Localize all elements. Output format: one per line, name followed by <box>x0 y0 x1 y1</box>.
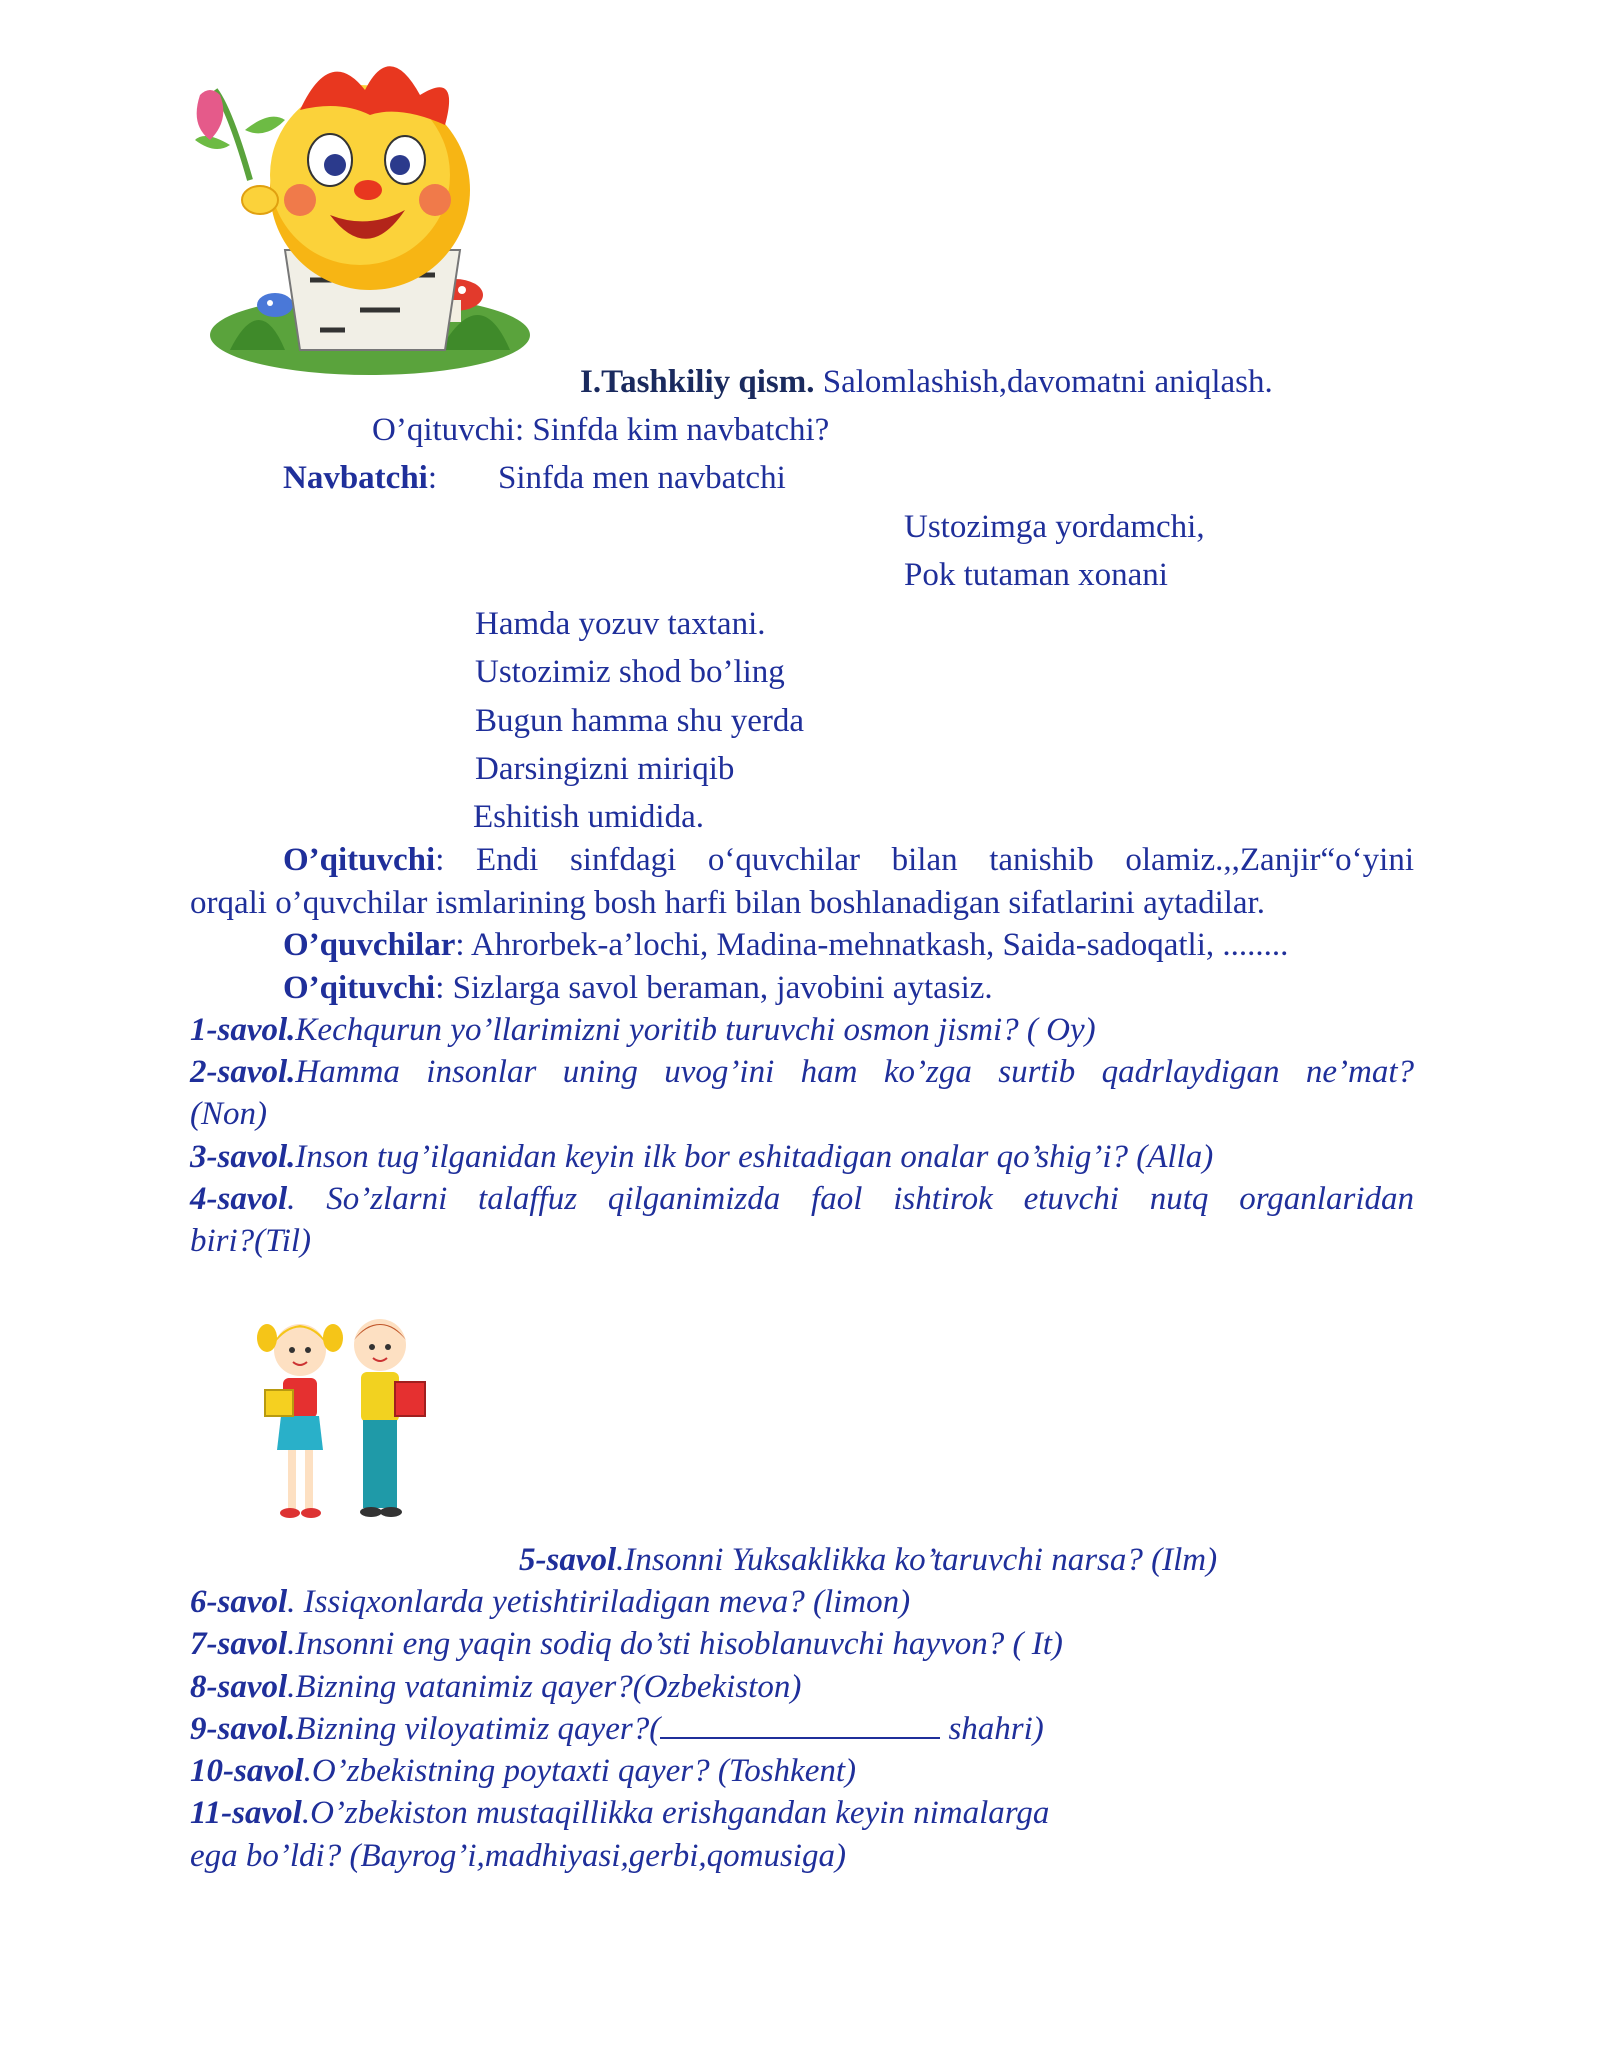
question-text: .O’zbekiston mustaqillikka erishgandan keyin nimalarga <box>301 1795 1050 1831</box>
section-title: I.Tashkiliy qism. <box>580 364 815 400</box>
question-text: Hamma insonlar uning uvog’ini ham ko’zga surtib qadrlaydigan ne’mat? <box>295 1054 1414 1090</box>
question-continuation: biri?(Til) <box>190 1223 312 1259</box>
question-number: 5-savol <box>519 1542 617 1578</box>
question-item <box>190 1666 801 1708</box>
paragraph-text: : Endi sinfdagi o‘quvchilar bilan tanishib olamiz.,,Zanjir“o‘yini <box>435 842 1414 878</box>
question-text: .Insonni eng yaqin sodiq do’sti hisoblanuvchi hayvon? ( It) <box>287 1626 1063 1662</box>
poem-line: Eshitish umidida. <box>473 799 704 835</box>
question-number: 7-savol <box>190 1626 288 1662</box>
poem-line: Pok tutaman xonani <box>904 557 1168 593</box>
question-number: 4-savol <box>190 1181 288 1217</box>
duty-first-line <box>283 457 437 499</box>
question-item <box>190 1051 1414 1093</box>
poem-line: Ustozimiz shod bo’ling <box>475 654 785 690</box>
question-text: .Bizning vatanimiz qayer?(Ozbekiston) <box>287 1669 802 1705</box>
question-number: 11-savol <box>190 1795 302 1831</box>
section-subtitle: Salomlashish,davomatni aniqlash. <box>814 364 1273 400</box>
question-number: 2-savol. <box>190 1054 296 1090</box>
question-item <box>190 1178 1414 1220</box>
question-continuation: ega bo’ldi? (Bayrog’i,madhiyasi,gerbi,qomusiga) <box>190 1838 846 1874</box>
poem-line: Bugun hamma shu yerda <box>475 703 805 739</box>
speaker-label: O’qituvchi <box>283 842 436 878</box>
question-text: Bizning viloyatimiz qayer?( <box>295 1711 661 1747</box>
duty-label: Navbatchi <box>283 460 428 496</box>
speaker-label: O’quvchilar <box>283 927 456 963</box>
poem-line: Darsingizni miriqib <box>475 751 735 787</box>
question-item <box>190 1623 1063 1665</box>
question-number: 1-savol. <box>190 1012 296 1048</box>
paragraph-teacher-questions <box>283 967 993 1009</box>
children-reading-illustration <box>255 1310 435 1535</box>
question-text: .Insonni Yuksaklikka ko’taruvchi narsa? (Ilm) <box>616 1542 1218 1578</box>
question-item <box>190 1708 1044 1750</box>
question-number: 8-savol <box>190 1669 288 1705</box>
paragraph-teacher-intro <box>283 839 1414 881</box>
question-item <box>190 1136 1213 1178</box>
poem-line: Hamda yozuv taxtani. <box>475 606 766 642</box>
question-number: 10-savol <box>190 1753 304 1789</box>
question-text-after: shahri) <box>940 1711 1044 1747</box>
duty-colon: : <box>427 460 438 496</box>
cartoon-bun-illustration <box>190 50 550 380</box>
question-item <box>190 1009 1096 1051</box>
question-item <box>519 1539 1217 1581</box>
question-item <box>190 1792 1049 1834</box>
question-continuation: (Non) <box>190 1096 267 1132</box>
question-text: . Issiqxonlarda yetishtiriladigan meva? (limon) <box>287 1584 911 1620</box>
paragraph-text-continued: orqali o’quvchilar ismlarining bosh harfi bilan boshlanadigan sifatlarini aytadilar. <box>190 885 1265 921</box>
question-number: 9-savol. <box>190 1711 296 1747</box>
question-number: 6-savol <box>190 1584 288 1620</box>
section-heading <box>580 361 1273 403</box>
poem-line: Ustozimga yordamchi, <box>904 509 1205 545</box>
teacher-question: O’qituvchi: Sinfda kim navbatchi? <box>372 412 830 448</box>
question-item <box>190 1581 910 1623</box>
question-text: .O’zbekistning poytaxti qayer? (Toshkent) <box>303 1753 857 1789</box>
question-text: Kechqurun yo’llarimizni yoritib turuvchi osmon jismi? ( Oy) <box>295 1012 1096 1048</box>
speaker-label: O’qituvchi <box>283 970 436 1006</box>
paragraph-students <box>283 924 1288 966</box>
question-text: Inson tug’ilganidan keyin ilk bor eshitadigan onalar qo’shig’i? (Alla) <box>295 1139 1214 1175</box>
answer-blank <box>660 1711 940 1739</box>
paragraph-text: : Ahrorbek-a’lochi, Madina-mehnatkash, Saida-sadoqatli, ........ <box>455 927 1289 963</box>
poem-line: Sinfda men navbatchi <box>498 460 786 496</box>
question-item <box>190 1750 856 1792</box>
paragraph-text: : Sizlarga savol beraman, javobini aytasiz. <box>435 970 993 1006</box>
question-text: . So’zlarni talaffuz qilganimizda faol ishtirok etuvchi nutq organlaridan <box>287 1181 1414 1217</box>
question-number: 3-savol. <box>190 1139 296 1175</box>
